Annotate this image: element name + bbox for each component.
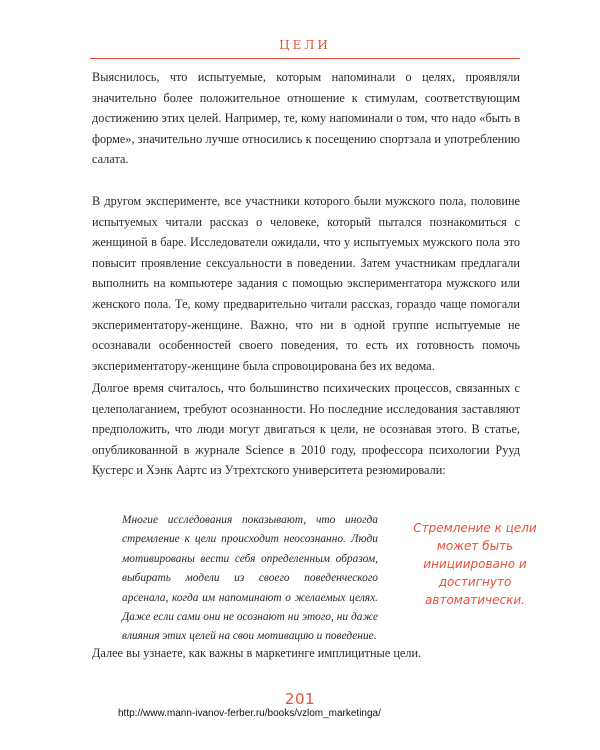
closing-paragraph: Далее вы узнаете, как важны в маркетинге имплицитные цели. xyxy=(92,646,422,660)
margin-callout: Стремление к цели может быть инициировано и достигнуто автоматически. xyxy=(413,521,537,607)
running-header xyxy=(90,38,520,59)
source-url[interactable]: http://www.mann-ivanov-ferber.ru/books/vzlom_marketinga/ xyxy=(118,708,381,719)
page-number: 201 xyxy=(284,690,316,708)
chapter-title: ЦЕЛИ xyxy=(279,38,331,52)
header-rule xyxy=(90,58,520,59)
paragraph-2: В другом эксперименте, все участники которого были мужского пола, половине испытуемых читали рассказ о человеке, который пытался познакомиться с женщиной в баре. Исследователи ожидали, что у испытуемых мужского пола это повысит проявление сексуальности в поведении. Затем участникам предлагали выполнить на компьютере задания с помощью экспериментатора мужского или женского пола. Те, кому предварительно читали рассказ, гораздо чаще помогали экспериментатору-женщине. Важно, что ни в одной группе испытуемые не осознавали особенностей своего поведения, то есть их готовность помочь экспериментатору-женщине была спровоцирована без их ведома. xyxy=(92,194,520,373)
paragraph-1: Выяснилось, что испытуемые, которым напоминали о целях, проявляли значительно более положительное отношение к стимулам, соответствующим достижению этих целей. Например, те, кому напоминали о том, что надо «быть в форме», значительно лучше относились к посещению спортзала и употреблению салата. xyxy=(92,70,520,167)
paragraph-3: Долгое время считалось, что большинство психических процессов, связанных с целеполаганием, требуют осознанности. Но последние исследования заставляют предположить, что люди могут двигаться к цели, не осознавая этого. В статье, опубликованной в журнале Science в 2010 году, профессора психологии Рууд Кустерс и Хэнк Аартс из Утрехтского университета резюмировали: xyxy=(92,381,520,478)
block-quote: Многие исследования показывают, что иногда стремление к цели происходит неосознанно. Люди мотивированы вести себя определенным образом, выбирать модели из своего поведенческого арсенала, когда им напоминают о желаемых целях. Даже если сами они не осознают ни этого, ни даже влияния этих целей на свои мотивацию и поведение. xyxy=(122,514,378,643)
